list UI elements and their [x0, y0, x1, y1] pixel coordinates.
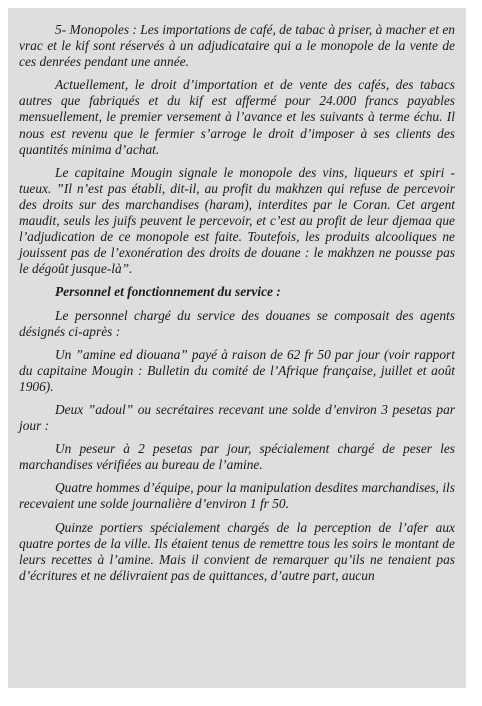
paragraph-affermage: Actuellement, le droit d’importation et de vente des cafés, des tabacs autres que fabriqués et du kif est affermé pour 24.000 francs payables mensuellement, le premier versement à l’avance et les suivants à terme échu. Il nous est revenu que le fermier s’arroge le droit d’imposer à ses clients des quantités minima d’achat.: [19, 77, 455, 157]
paragraph-monopoles: 5- Monopoles : Les importations de café, de tabac à priser, à macher et en vrac et le kif sont réservés à un adjudicataire qui a le monopole de la vente de ces denrées pendant une année.: [19, 22, 455, 70]
document-page: [8, 8, 466, 688]
paragraph-mougin-quote: Le capitaine Mougin signale le monopole des vins, liqueurs et spiri - tueux. ”Il n’est pas établi, dit-il, au profit du makhzen qui refuse de percevoir des droits sur des marchandises (haram), interdites par le Coran. Cet argent maudit, seuls les juifs peuvent le percevoir, et c’est au profit de leur djemaa que l’adjudication de ce monopole est faite. Toutefois, les produits alcooliques ne jouissent pas de l’exonération des droits de douane : le makhzen ne pousse pas le dégoût jusque-là”.: [19, 164, 455, 277]
section-heading-personnel: Personnel et fonctionnement du service :: [55, 284, 281, 300]
paragraph-hommes-equipe: Quatre hommes d’équipe, pour la manipulation desdites marchandises, ils recevaient une solde journalière d’environ 1 fr 50.: [19, 480, 455, 512]
paragraph-personnel-intro: Le personnel chargé du service des douanes se composait des agents désignés ci-après :: [19, 307, 455, 339]
paragraph-portiers: Quinze portiers spécialement chargés de la perception de l’afer aux quatre portes de la ville. Ils étaient tenus de remettre tous les soirs le montant de leurs recettes à l’amine. Mais il convient de remarquer qu’ils ne tenaient pas d’écritures et ne délivraient pas de quittances, d’autre part, aucun: [19, 519, 455, 583]
paragraph-amine: Un ”amine ed diouana” payé à raison de 62 fr 50 par jour (voir rapport du capitaine Mougin : Bulletin du comité de l’Afrique française, juillet et août 1906).: [19, 346, 455, 394]
paragraph-adoul: Deux ”adoul” ou secrétaires recevant une solde d’environ 3 pesetas par jour :: [19, 401, 455, 434]
paragraph-peseur: Un peseur à 2 pesetas par jour, spécialement chargé de peser les marchandises vérifiées au bureau de l’amine.: [19, 441, 455, 473]
